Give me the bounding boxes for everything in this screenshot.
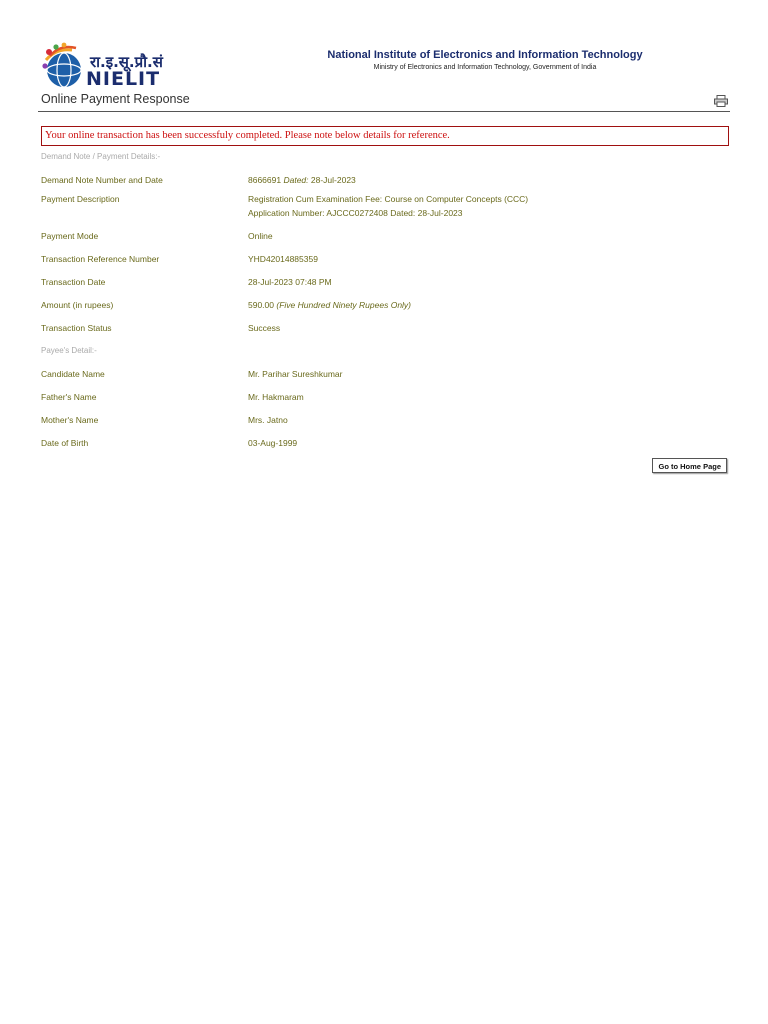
amount-in-words: (Five Hundred Ninety Rupees Only) xyxy=(276,300,412,310)
page-header xyxy=(38,38,730,112)
candidate-name-label: Candidate Name xyxy=(41,369,105,379)
logo-hindi-text: रा.इ.सू.प्रौ.सं xyxy=(90,53,163,71)
success-message: Your online transaction has been successfuly completed. Please note below details for reference. xyxy=(41,126,729,146)
nielit-logo xyxy=(42,42,162,90)
payment-description-line2: Application Number: AJCCC0272408 Dated: 28-Jul-2023 xyxy=(248,208,463,218)
father-name-label: Father's Name xyxy=(41,392,97,402)
transaction-date-label: Transaction Date xyxy=(41,277,106,287)
demand-note-value xyxy=(248,173,356,187)
transaction-date-value: 28-Jul-2023 07:48 PM xyxy=(248,277,332,287)
payment-mode-label: Payment Mode xyxy=(41,231,99,241)
payment-details-heading: Demand Note / Payment Details:- xyxy=(41,152,161,161)
father-name-value: Mr. Hakmaram xyxy=(248,392,304,402)
printer-icon[interactable] xyxy=(714,94,728,106)
mother-name-label: Mother's Name xyxy=(41,415,99,425)
amount-label: Amount (in rupees) xyxy=(41,300,114,310)
transaction-reference-label: Transaction Reference Number xyxy=(41,254,160,264)
candidate-name-value: Mr. Parihar Sureshkumar xyxy=(248,369,343,379)
nielit-globe-logo-icon xyxy=(42,42,86,90)
header-divider xyxy=(38,111,730,112)
organization-name: National Institute of Electronics and Information Technology xyxy=(327,49,643,61)
ministry-name: Ministry of Electronics and Information Technology, Government of India xyxy=(373,64,597,71)
payment-description-value xyxy=(248,192,528,220)
organization-block xyxy=(238,49,732,71)
payee-details-heading: Payee's Detail:- xyxy=(41,346,97,355)
demand-note-number: 8666691 xyxy=(248,175,282,185)
transaction-reference-value: YHD42014885359 xyxy=(248,254,318,264)
mother-name-value: Mrs. Jatno xyxy=(248,415,288,425)
transaction-status-label: Transaction Status xyxy=(41,323,112,333)
demand-note-date: 28-Jul-2023 xyxy=(310,175,356,185)
payment-description-label: Payment Description xyxy=(41,194,120,204)
page-title: Online Payment Response xyxy=(41,92,190,106)
payment-response-page xyxy=(38,38,730,471)
date-of-birth-label: Date of Birth xyxy=(41,438,89,448)
dated-label: Dated: xyxy=(283,175,309,185)
payment-mode-value: Online xyxy=(248,231,273,241)
amount-value xyxy=(248,298,411,312)
date-of-birth-value: 03-Aug-1999 xyxy=(248,438,298,448)
demand-note-label: Demand Note Number and Date xyxy=(41,175,163,185)
payment-description-line1: Registration Cum Examination Fee: Course on Computer Concepts (CCC) xyxy=(248,194,529,204)
transaction-status-value: Success xyxy=(248,323,281,333)
logo-wordmark: NIELIT xyxy=(86,68,161,90)
go-to-home-page-button[interactable]: Go to Home Page xyxy=(652,458,727,473)
amount-number: 590.00 xyxy=(248,300,274,310)
